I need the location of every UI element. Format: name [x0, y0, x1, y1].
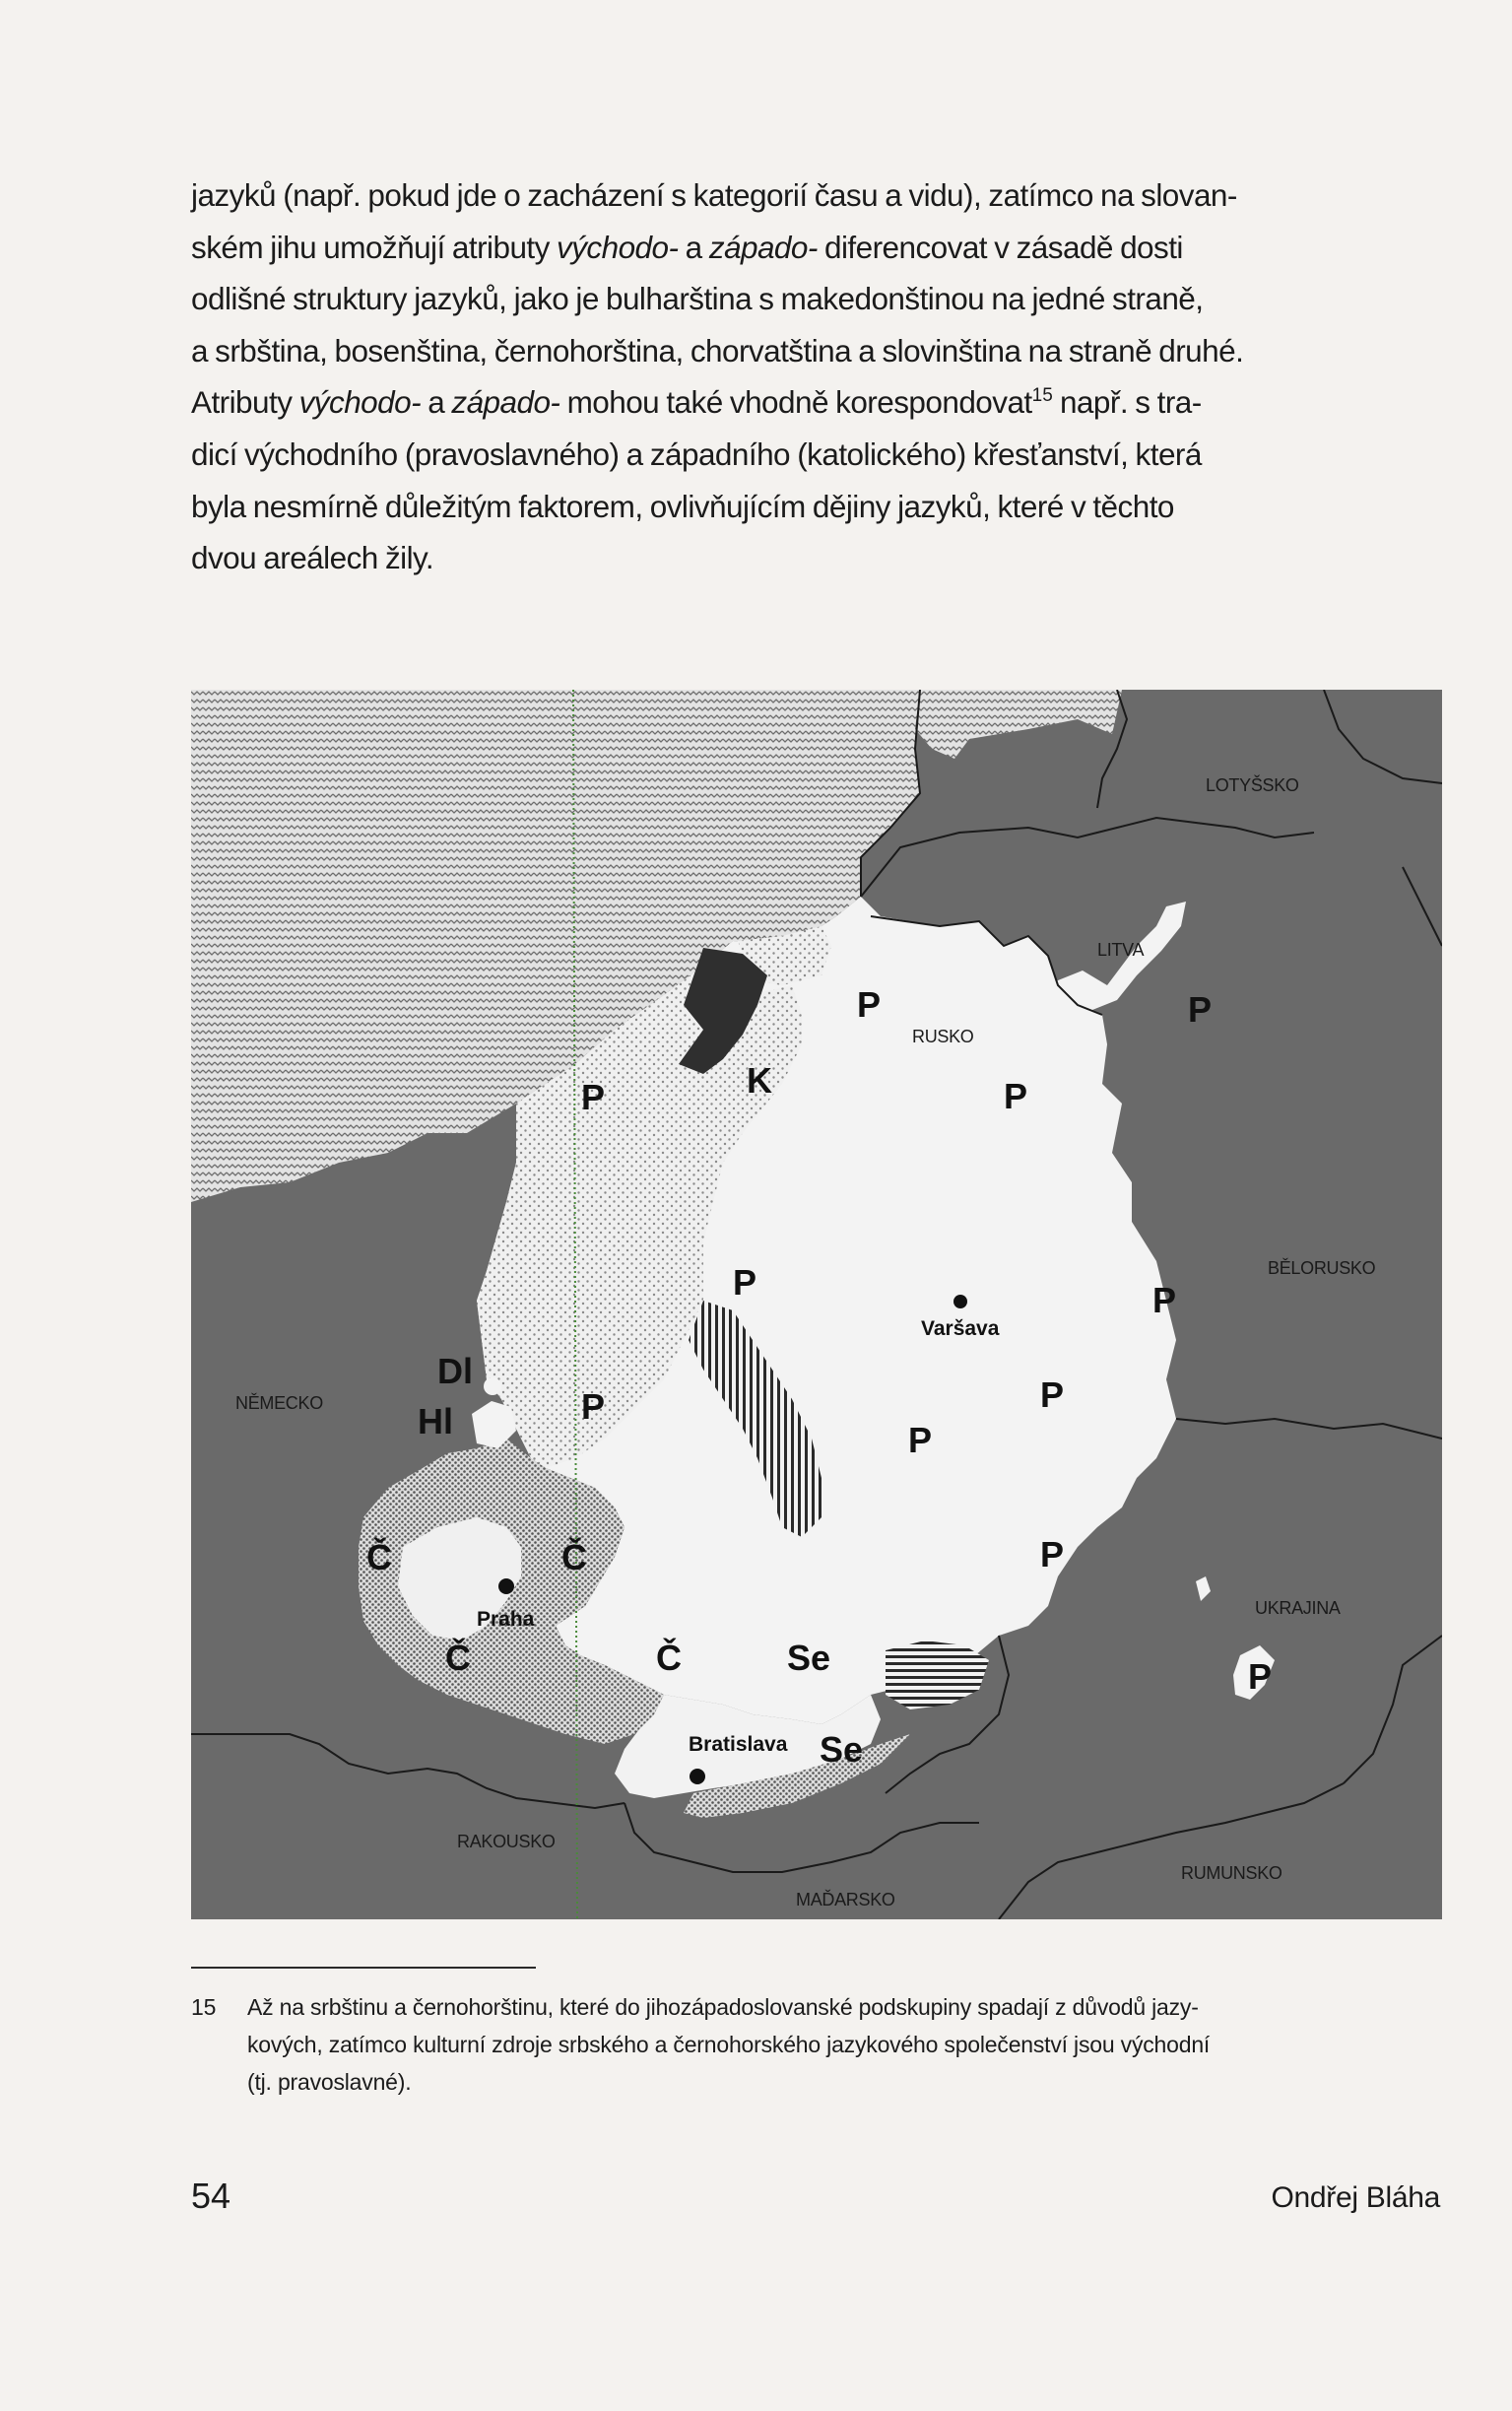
city-label-warsaw: Varšava: [921, 1317, 1000, 1340]
lang-label-p: P: [1040, 1374, 1065, 1415]
text-line: Atributy východo- a západo- mohou také vhodně korespondovat$^{15}$ např. s tra-: [191, 384, 1202, 421]
lang-label-p: P: [581, 1077, 606, 1117]
text-line: dvou areálech žily.: [191, 540, 434, 576]
lang-label-p: P: [857, 984, 882, 1025]
country-label-russia: RUSKO: [912, 1027, 974, 1046]
lang-label-p: P: [908, 1420, 933, 1460]
country-label-belarus: BĚLORUSKO: [1268, 1258, 1376, 1278]
country-label-ukraine: UKRAJINA: [1255, 1598, 1341, 1618]
text-line: dicí východního (pravoslavného) a západního (katolického) křesťanství, která: [191, 435, 1202, 472]
country-label-germany: NĚMECKO: [235, 1393, 323, 1413]
running-footer-author: Ondřej Bláha: [1271, 2181, 1440, 2214]
lang-label-p: P: [1152, 1280, 1177, 1320]
text-line: a srbština, bosenština, černohorština, chorvatština a slovinština na straně druhé.: [191, 332, 1244, 368]
city-dot-prague: [498, 1578, 514, 1594]
body-paragraph: [191, 169, 1442, 584]
lang-label-hl: Hl: [418, 1401, 453, 1441]
lower-sorbian-area: [484, 1377, 501, 1395]
text-line: byla nesmírně důležitým faktorem, ovlivňujícím dějiny jazyků, které v těchto: [191, 488, 1174, 524]
lang-label-k: K: [747, 1060, 772, 1101]
country-label-romania: RUMUNSKO: [1181, 1863, 1282, 1883]
lang-label-c: Č: [561, 1537, 587, 1577]
city-label-prague: Praha: [477, 1608, 535, 1631]
lang-label-p: P: [1040, 1534, 1065, 1574]
lang-label-p: P: [733, 1262, 757, 1303]
lang-label-p: P: [1188, 989, 1213, 1030]
footnote: [191, 1988, 1442, 2101]
city-dot-warsaw: [953, 1295, 967, 1308]
footnote-reference[interactable]: 15: [1031, 385, 1053, 407]
footnote-separator: [191, 1967, 536, 1969]
lang-label-p: P: [1248, 1656, 1273, 1697]
lang-label-se: Se: [787, 1638, 831, 1678]
footnote-text: Až na srbštinu a černohorštinu, které do jihozápadoslovanské podskupiny spadají z důvodů jazy- kových, zatímco kulturní zdroje srbského a černohorského jazykového společenství jsou východní (tj. pravoslavné).: [247, 1994, 1211, 2095]
lang-label-c: Č: [445, 1638, 471, 1678]
lang-label-p: P: [1004, 1076, 1028, 1116]
footnote-number: 15: [191, 1994, 217, 2020]
text-line: odlišné struktury jazyků, jako je bulharština s makedonštinou na jedné straně,: [191, 281, 1204, 317]
lang-label-p: P: [581, 1386, 606, 1427]
lang-label-c: Č: [656, 1638, 682, 1678]
lang-label-c: Č: [366, 1537, 392, 1577]
city-dot-bratislava: [690, 1769, 705, 1784]
page-number: 54: [191, 2176, 231, 2216]
text-line: ském jihu umožňují atributy východo- a západo- diferencovat v zásadě dosti: [191, 229, 1183, 265]
city-label-bratislava: Bratislava: [689, 1733, 788, 1756]
country-label-latvia: LOTYŠSKO: [1206, 775, 1299, 795]
country-label-hungary: MAĎARSKO: [796, 1890, 895, 1909]
country-label-lithuania: LITVA: [1097, 940, 1145, 960]
lang-label-dl: Dl: [437, 1351, 473, 1391]
country-label-austria: RAKOUSKO: [457, 1832, 556, 1851]
text-line: jazyků (např. pokud jde o zacházení s kategorií času a vidu), zatímco na slovan-: [191, 177, 1237, 213]
lang-label-se: Se: [820, 1729, 864, 1770]
language-map: [191, 690, 1442, 1919]
